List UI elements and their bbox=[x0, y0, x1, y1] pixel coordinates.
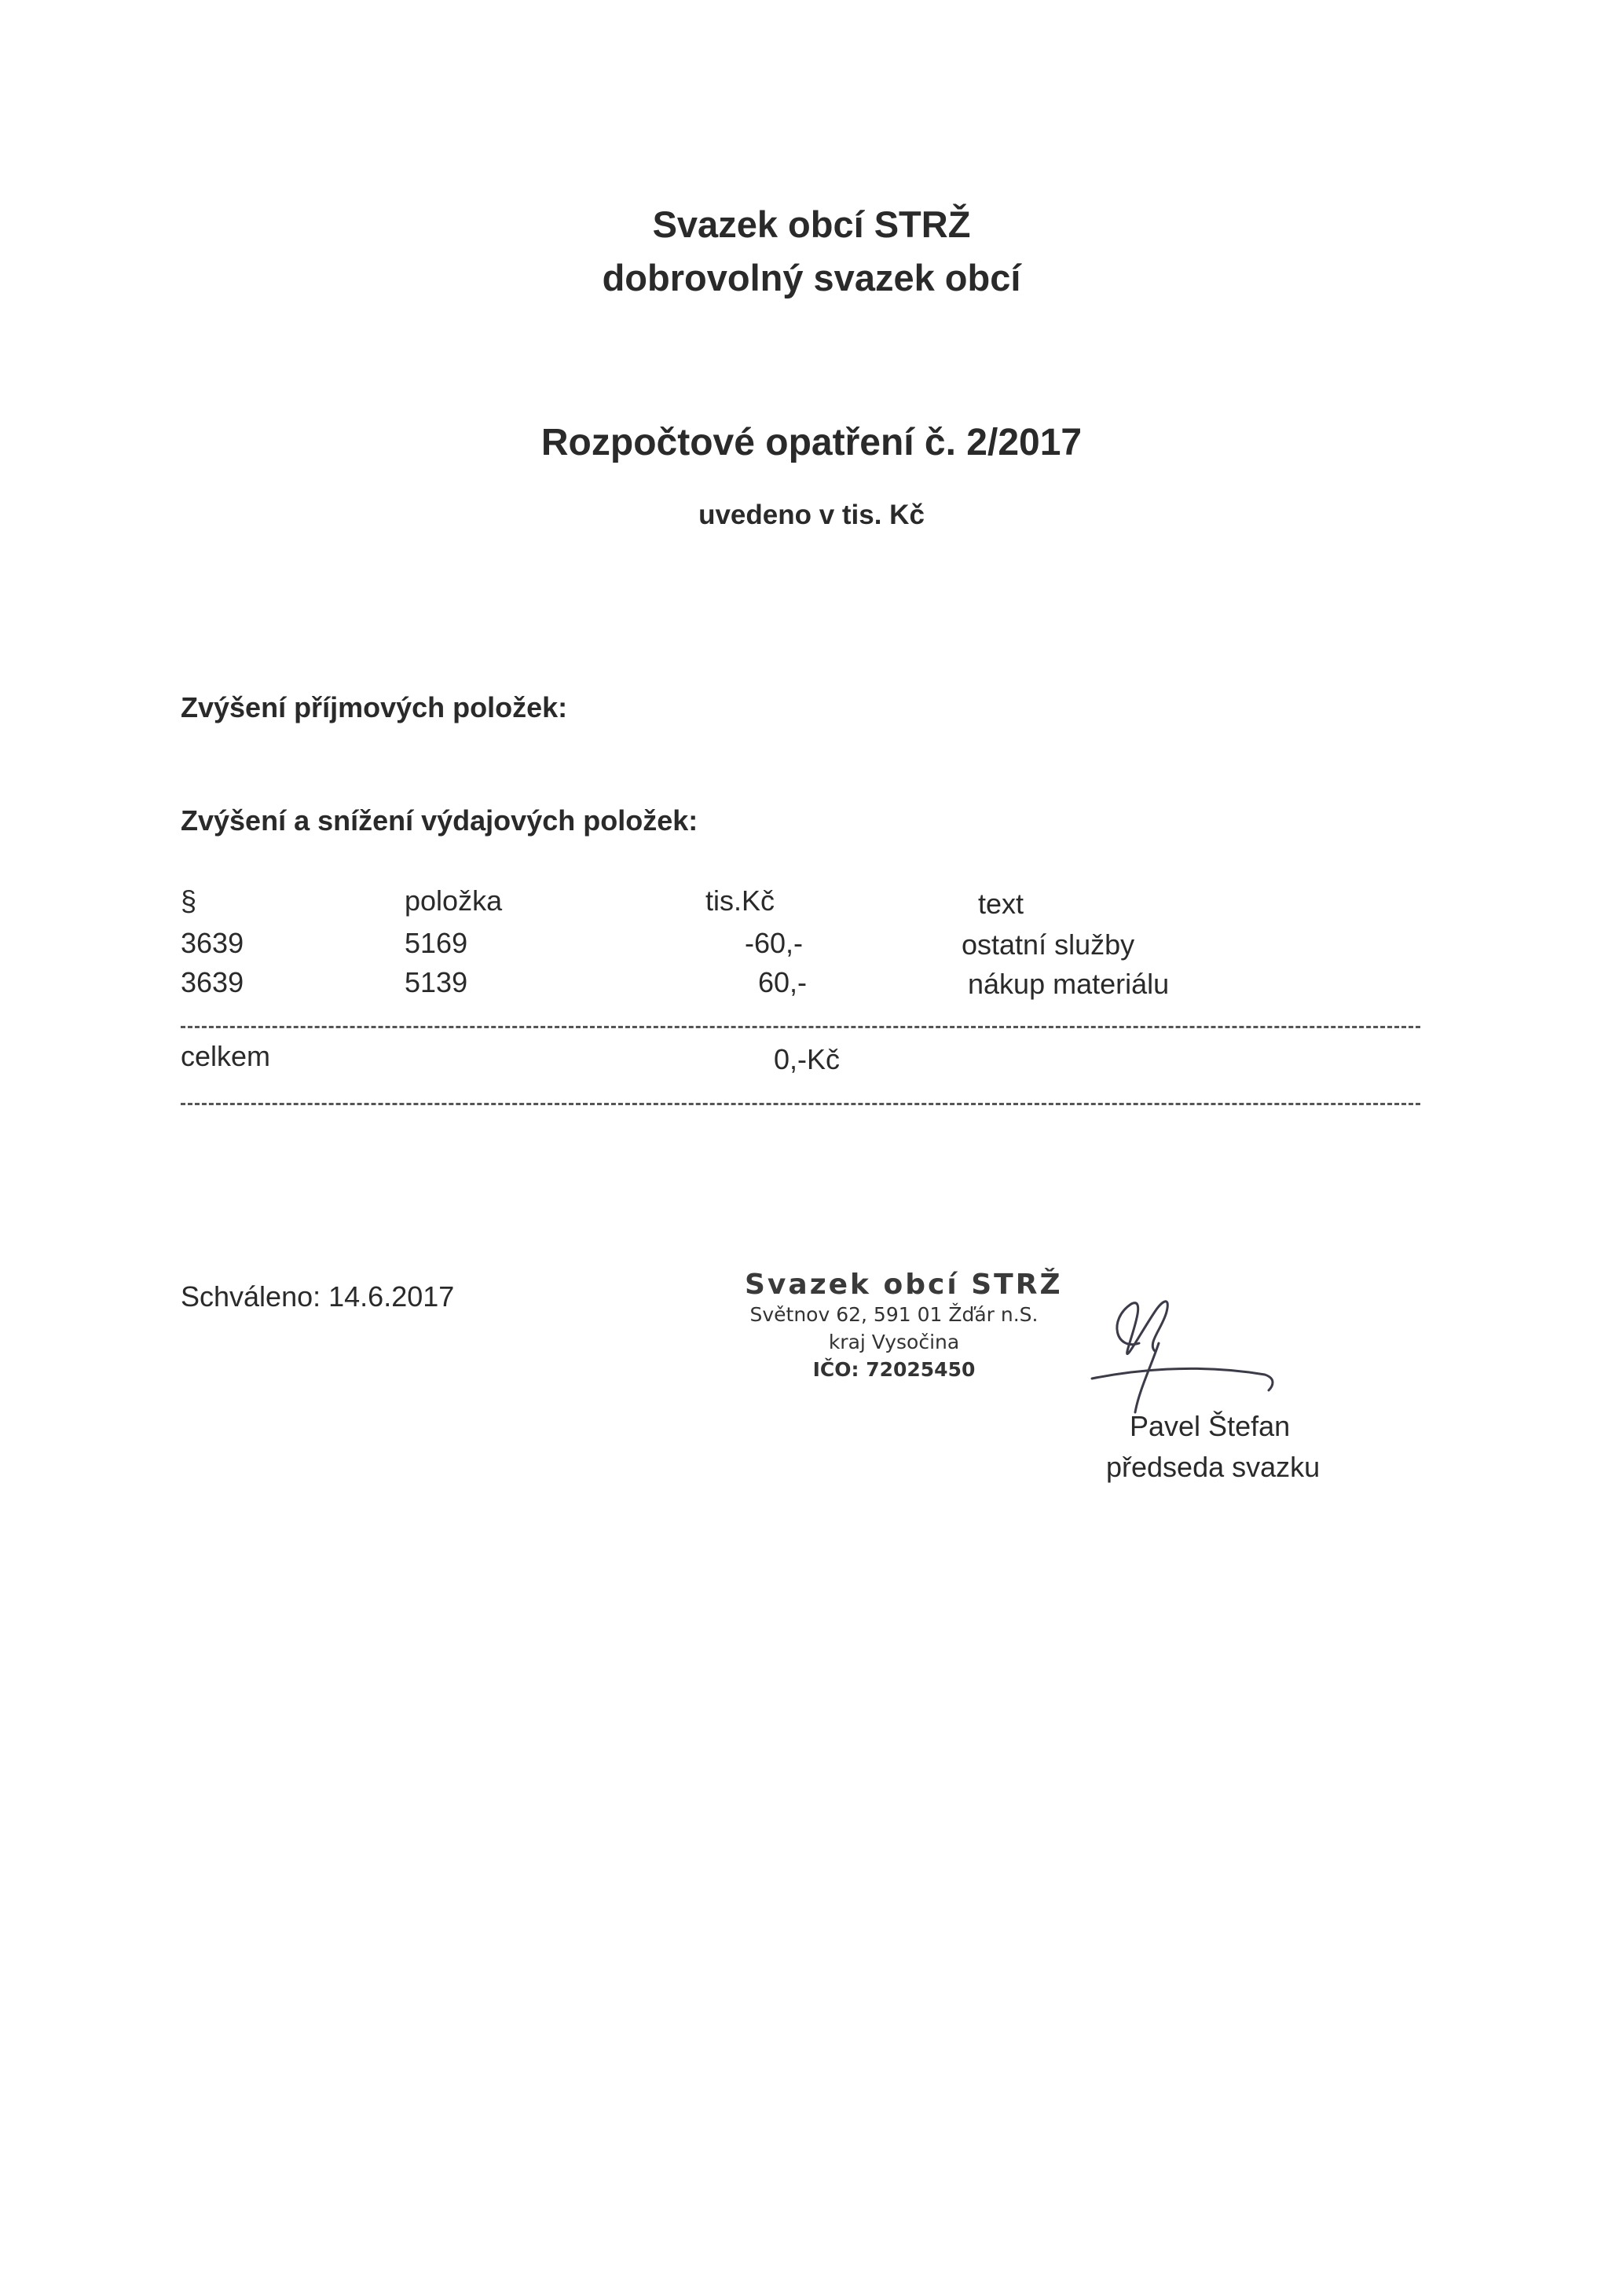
signatory-name: Pavel Štefan bbox=[1130, 1410, 1291, 1442]
org-name: Svazek obcí STRŽ bbox=[652, 203, 971, 245]
header-text: text bbox=[978, 888, 1024, 920]
total-value: 0,-Kč bbox=[774, 1043, 841, 1075]
table-divider-bottom bbox=[181, 1103, 1420, 1105]
row-2-amount: 60,- bbox=[758, 966, 808, 998]
expense-heading: Zvýšení a snížení výdajových položek: bbox=[181, 804, 698, 837]
total-label: celkem bbox=[181, 1040, 271, 1072]
stamp-address: Světnov 62, 591 01 Žďár n.S. bbox=[749, 1303, 1039, 1326]
header-item: položka bbox=[405, 884, 503, 917]
row-2-text: nákup materiálu bbox=[968, 968, 1170, 1000]
income-heading: Zvýšení příjmových položek: bbox=[181, 691, 568, 723]
document-title: Rozpočtové opatření č. 2/2017 bbox=[540, 422, 1083, 463]
stamp-name: Svazek obcí STRŽ bbox=[745, 1269, 1063, 1301]
document-subtitle: uvedeno v tis. Kč bbox=[698, 500, 925, 530]
row-2-item: 5139 bbox=[405, 966, 468, 998]
row-1-paragraph: 3639 bbox=[181, 927, 244, 959]
official-stamp bbox=[745, 1269, 1063, 1383]
header-paragraph: § bbox=[181, 884, 197, 917]
signatory-role: předseda svazku bbox=[1106, 1451, 1321, 1483]
row-2-paragraph: 3639 bbox=[181, 966, 244, 998]
approval-date: Schváleno: 14.6.2017 bbox=[181, 1280, 455, 1313]
row-1-text: ostatní služby bbox=[962, 928, 1135, 961]
row-1-item: 5169 bbox=[405, 927, 468, 959]
header-amount: tis.Kč bbox=[705, 884, 775, 917]
stamp-ico: IČO: 72025450 bbox=[812, 1358, 976, 1381]
handwritten-signature bbox=[1084, 1288, 1280, 1414]
stamp-region: kraj Vysočina bbox=[828, 1331, 960, 1353]
org-type: dobrovolný svazek obcí bbox=[602, 257, 1021, 298]
row-1-amount: -60,- bbox=[745, 927, 804, 959]
table-divider-top bbox=[181, 1026, 1420, 1028]
